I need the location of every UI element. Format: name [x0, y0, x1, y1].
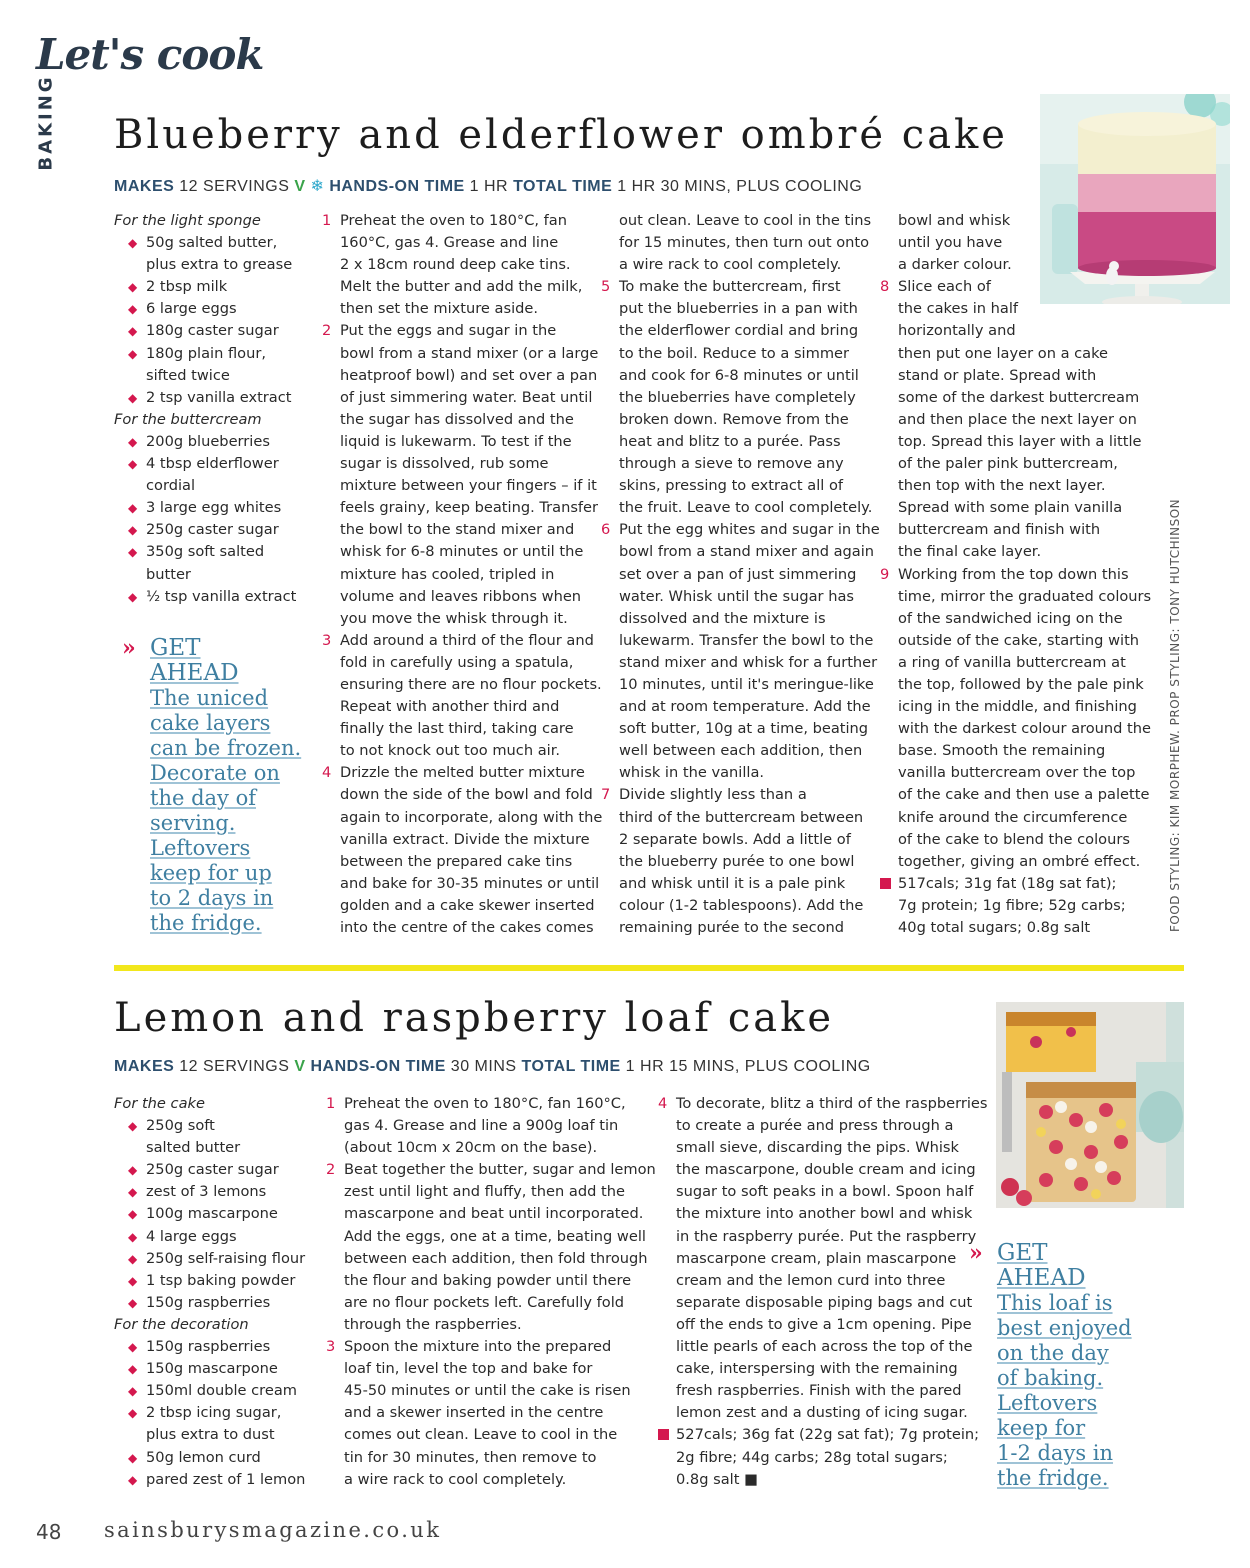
- method-line: 2g fibre; 44g carbs; 28g total sugars;: [676, 1448, 948, 1466]
- method-line: ensuring there are no flour pockets.: [340, 675, 602, 693]
- ingredient-item: ◆ 2 tsp vanilla extract: [114, 387, 304, 409]
- method-line: 7g protein; 1g fibre; 52g carbs;: [898, 896, 1126, 914]
- method-line: dissolved and the mixture is: [619, 609, 826, 627]
- section-label: BAKING: [35, 74, 57, 171]
- method-line: of the paler pink buttercream,: [898, 455, 1118, 473]
- method-line: 4 To decorate, blitz a third of the raspberries: [658, 1093, 968, 1115]
- method-line: until you have: [898, 234, 1003, 252]
- magazine-url[interactable]: sainsburysmagazine.co.uk: [104, 1518, 442, 1542]
- method-line: set over a pan of just simmering: [619, 565, 857, 583]
- get-ahead-text: of baking.: [997, 1366, 1104, 1390]
- method-line: 9 Working from the top down this: [880, 564, 1150, 586]
- method-line: horizontally and: [898, 322, 1016, 340]
- method-line: 2 x 18cm round deep cake tins.: [340, 256, 571, 274]
- method-line: of the cake and then use a palette: [898, 786, 1150, 804]
- method-line: Add the eggs, one at a time, beating well: [344, 1227, 646, 1245]
- method-line: (about 10cm x 20cm on the base).: [344, 1139, 598, 1157]
- method-line: water. Whisk until the sugar has: [619, 587, 854, 605]
- ingredients-subheading: For the light sponge: [114, 212, 261, 229]
- method-line: 1 Preheat the oven to 180°C, fan: [322, 210, 592, 232]
- method-line: you move the whisk through it.: [340, 609, 568, 627]
- method-line: the flour and baking powder until there: [344, 1271, 632, 1289]
- recipe1-get-ahead: » GET AHEAD The uniced cake layers can be frozen. Decorate on the day of serving. Leftovers keep for up to 2 days in the fridge.: [122, 635, 302, 935]
- recipe1-method-col2: [601, 210, 880, 939]
- method-line: the blueberries have completely: [619, 388, 856, 406]
- step-number: 7: [601, 786, 611, 804]
- freezable-icon: ❄: [310, 178, 325, 195]
- method-line: 2 Put the eggs and sugar in the: [322, 320, 592, 342]
- method-line: off the ends to give a 1cm opening. Pipe: [676, 1315, 972, 1333]
- method-line: of the cake to blend the colours: [898, 830, 1130, 848]
- ingredient-item: ◆ 250g soft salted butter: [114, 1115, 314, 1159]
- ingredient-item: ◆ 250g caster sugar: [114, 519, 304, 541]
- method-line: then put one layer on a cake: [898, 344, 1109, 362]
- ingredient-item: ◆ 2 tbsp icing sugar, plus extra to dust: [114, 1402, 314, 1446]
- method-line: then top with the next layer.: [898, 477, 1106, 495]
- method-line: vanilla extract. Divide the mixture: [340, 830, 590, 848]
- method-line: gas 4. Grease and line a 900g loaf tin: [344, 1117, 619, 1135]
- step-number: 3: [326, 1338, 336, 1356]
- step-number: 5: [601, 278, 611, 296]
- ingredient-item: ◆ 4 large eggs: [114, 1226, 314, 1248]
- get-ahead-text: the day of: [150, 786, 256, 810]
- ingredient-item: ◆ ½ tsp vanilla extract: [114, 586, 304, 608]
- ingredient-item: ◆ 6 large eggs: [114, 298, 304, 320]
- get-ahead-text: the fridge.: [150, 911, 262, 935]
- get-ahead-text: keep for: [997, 1416, 1086, 1440]
- method-line: and then place the next layer on: [898, 410, 1137, 428]
- get-ahead-text: to 2 days in: [150, 886, 274, 910]
- method-line: with the darkest colour around the: [898, 720, 1151, 738]
- step-number: 1: [326, 1095, 336, 1112]
- ingredient-item: ◆ 150ml double cream: [114, 1380, 314, 1402]
- ingredient-item: ◆ 350g soft salted butter: [114, 541, 304, 585]
- method-line: whisk for 6-8 minutes or until the: [340, 543, 584, 561]
- method-line: separate disposable piping bags and cut: [676, 1293, 973, 1311]
- vegetarian-icon: V: [294, 1058, 306, 1075]
- method-line: between the prepared cake tins: [340, 852, 573, 870]
- ingredient-item: ◆ zest of 3 lemons: [114, 1181, 314, 1203]
- method-line: 8 Slice each of: [880, 276, 1150, 298]
- step-number: 2: [326, 1161, 336, 1179]
- method-line: third of the buttercream between: [619, 808, 864, 826]
- get-ahead-text: Decorate on: [150, 761, 280, 785]
- ombre-cake-photo: [1040, 94, 1230, 304]
- get-ahead-text: serving.: [150, 811, 236, 835]
- method-line: lemon zest and a dusting of icing sugar.: [676, 1404, 968, 1422]
- method-line: mascarpone cream, plain mascarpone: [676, 1249, 957, 1267]
- get-ahead-text: can be frozen.: [150, 736, 302, 760]
- get-ahead-text: The uniced: [150, 686, 269, 710]
- ingredient-item: ◆ 50g lemon curd: [114, 1447, 314, 1469]
- ingredient-item: ◆ 50g salted butter, plus extra to grease: [114, 232, 304, 276]
- step-number: 3: [322, 631, 332, 649]
- ingredients-subheading: For the buttercream: [114, 410, 262, 428]
- nutrition-square-icon: [880, 878, 891, 889]
- method-line: of the sandwiched icing on the: [898, 609, 1123, 627]
- method-line: 45-50 minutes or until the cake is risen: [344, 1382, 631, 1400]
- method-line: and at room temperature. Add the: [619, 698, 871, 716]
- method-line: a darker colour.: [898, 256, 1012, 274]
- method-line: a wire rack to cool completely.: [344, 1470, 567, 1488]
- method-line: loaf tin, level the top and bake for: [344, 1360, 593, 1378]
- ingredient-item: ◆ 100g mascarpone: [114, 1203, 314, 1225]
- method-line: well between each addition, then: [619, 742, 863, 760]
- method-line: 0.8g salt ■: [676, 1470, 758, 1488]
- method-line: colour (1-2 tablespoons). Add the: [619, 896, 864, 914]
- method-line: 160°C, gas 4. Grease and line: [340, 234, 559, 252]
- method-line: Spread with some plain vanilla: [898, 499, 1123, 517]
- loaf-cake-photo: [996, 1002, 1184, 1208]
- ingredient-item: ◆ 150g raspberries: [114, 1292, 314, 1314]
- method-line: heat and blitz to a purée. Pass: [619, 432, 841, 450]
- method-line: liquid is lukewarm. To test if the: [340, 432, 572, 450]
- method-line: heatproof bowl) and set over a pan: [340, 366, 598, 384]
- method-line: fold in carefully using a spatula,: [340, 653, 574, 671]
- get-ahead-text: cake layers: [150, 711, 271, 735]
- chevron-icon: »: [969, 1240, 979, 1266]
- method-line: put the blueberries in a pan with: [619, 300, 858, 318]
- method-line: together, giving an ombré effect.: [898, 852, 1141, 870]
- method-line: 40g total sugars; 0.8g salt: [898, 919, 1091, 936]
- method-line: Melt the butter and add the milk,: [340, 278, 583, 296]
- method-line: icing in the middle, and finishing: [898, 698, 1137, 716]
- method-line: mascarpone and beat until incorporated.: [344, 1205, 644, 1223]
- method-line: the cakes in half: [898, 300, 1019, 318]
- method-line: the mixture into another bowl and whisk: [676, 1205, 973, 1223]
- method-line: the final cake layer.: [898, 543, 1042, 561]
- method-line: time, mirror the graduated colours: [898, 587, 1152, 605]
- method-line: the top, followed by the pale pink: [898, 675, 1144, 693]
- method-line: and bake for 30-35 minutes or until: [340, 874, 600, 892]
- method-line: sugar is dissolved, rub some: [340, 455, 549, 473]
- method-line: 3 Add around a third of the flour and: [322, 630, 592, 652]
- ingredient-item: ◆ pared zest of 1 lemon: [114, 1469, 314, 1491]
- method-line: base. Smooth the remaining: [898, 742, 1106, 760]
- method-line: 6 Put the egg whites and sugar in the: [601, 519, 871, 541]
- method-line: 7 Divide slightly less than a: [601, 784, 871, 806]
- recipe1-meta: MAKES 12 SERVINGS V ❄ HANDS-ON TIME 1 HR TOTAL TIME 1 HR 30 MINS, PLUS COOLING: [114, 178, 863, 195]
- method-line: little pearls of each across the top of the: [676, 1338, 973, 1356]
- method-line: top. Spread this layer with a little: [898, 432, 1142, 450]
- recipe2-meta: MAKES 12 SERVINGS V HANDS-ON TIME 30 MINS TOTAL TIME 1 HR 15 MINS, PLUS COOLING: [114, 1058, 871, 1075]
- method-line: the bowl to the stand mixer and: [340, 521, 575, 539]
- method-line: the sugar has dissolved and the: [340, 410, 574, 428]
- nutrition-line: 527cals; 36g fat (22g sat fat); 7g protein;: [658, 1424, 968, 1446]
- ingredient-item: ◆ 200g blueberries: [114, 431, 304, 453]
- method-line: zest until light and fluffy, then add the: [344, 1183, 625, 1201]
- method-line: soft butter, 10g at a time, beating: [619, 720, 869, 738]
- recipe1-title: Blueberry and elderflower ombré cake: [114, 112, 1008, 158]
- method-line: and whisk until it is a pale pink: [619, 874, 846, 892]
- method-line: cream and the lemon curd into three: [676, 1271, 946, 1289]
- method-line: to the boil. Reduce to a simmer: [619, 344, 850, 362]
- method-line: finally the last third, taking care: [340, 720, 574, 738]
- method-line: to create a purée and press through a: [676, 1117, 954, 1135]
- ingredient-item: ◆ 250g self-raising flour: [114, 1248, 314, 1270]
- method-line: for 15 minutes, then turn out onto: [619, 234, 870, 252]
- method-line: and cook for 6-8 minutes or until: [619, 366, 859, 384]
- get-ahead-text: Leftovers: [997, 1391, 1098, 1415]
- method-line: a wire rack to cool completely.: [619, 256, 842, 274]
- method-line: 3 Spoon the mixture into the prepared: [326, 1336, 636, 1358]
- method-line: broken down. Remove from the: [619, 410, 849, 428]
- method-line: 4 Drizzle the melted butter mixture: [322, 762, 592, 784]
- section-divider: [114, 965, 1184, 971]
- recipe2-method-col2: [658, 1093, 988, 1491]
- nutrition-square-icon: [658, 1429, 669, 1440]
- method-line: comes out clean. Leave to cool in the: [344, 1426, 618, 1444]
- method-line: bowl from a stand mixer (or a large: [340, 344, 599, 362]
- get-ahead-text: This loaf is: [997, 1291, 1113, 1315]
- method-line: again to incorporate, along with the: [340, 808, 603, 826]
- method-line: outside of the cake, starting with: [898, 631, 1140, 649]
- recipe1-method-col1: [322, 210, 603, 939]
- method-line: stand mixer and whisk for a further: [619, 653, 878, 671]
- photo-credit: FOOD STYLING: KIM MORPHEW. PROP STYLING: TONY HUTCHINSON: [1168, 498, 1182, 932]
- ingredient-item: ◆ 250g caster sugar: [114, 1159, 314, 1181]
- method-line: through the raspberries.: [344, 1315, 522, 1333]
- method-line: the mascarpone, double cream and icing: [676, 1161, 976, 1179]
- method-line: fresh raspberries. Finish with the pared: [676, 1382, 962, 1400]
- ingredient-item: ◆ 2 tbsp milk: [114, 276, 304, 298]
- method-line: bowl and whisk: [898, 212, 1011, 229]
- method-line: in the raspberry purée. Put the raspberry: [676, 1227, 977, 1245]
- method-line: and a skewer inserted in the centre: [344, 1404, 604, 1422]
- method-line: 1 Preheat the oven to 180°C, fan 160°C,: [326, 1093, 636, 1115]
- method-line: down the side of the bowl and fold: [340, 786, 593, 804]
- step-number: 4: [658, 1095, 668, 1112]
- brand-title: Let's cook: [36, 30, 264, 79]
- method-line: to not knock out too much air.: [340, 742, 561, 760]
- ingredient-item: ◆ 180g plain flour, sifted twice: [114, 343, 304, 387]
- method-line: through a sieve to remove any: [619, 455, 844, 473]
- method-line: 10 minutes, until it's meringue-like: [619, 675, 874, 693]
- step-number: 4: [322, 764, 332, 782]
- method-line: mixture between your fingers – if it: [340, 477, 597, 495]
- method-line: lukewarm. Transfer the bowl to the: [619, 631, 874, 649]
- method-line: then set the mixture aside.: [340, 300, 539, 318]
- method-line: remaining purée to the second: [619, 919, 845, 936]
- method-line: small sieve, discarding the pips. Whisk: [676, 1139, 959, 1157]
- method-line: sugar to soft peaks in a bowl. Spoon half: [676, 1183, 974, 1201]
- method-line: buttercream and finish with: [898, 521, 1101, 539]
- get-ahead-text: the fridge.: [997, 1466, 1109, 1490]
- step-number: 8: [880, 278, 890, 296]
- method-line: golden and a cake skewer inserted: [340, 896, 595, 914]
- ingredient-item: ◆ 180g caster sugar: [114, 320, 304, 342]
- method-line: some of the darkest buttercream: [898, 388, 1140, 406]
- method-line: the blueberry purée to one bowl: [619, 852, 855, 870]
- recipe1-method-col3: [880, 210, 1150, 939]
- step-number: 9: [880, 565, 890, 583]
- recipe2-get-ahead: » GET AHEAD This loaf is best enjoyed on the day of baking. Leftovers keep for 1-2 days in the fridge.: [997, 1241, 1167, 1491]
- page-number: 48: [36, 1520, 62, 1544]
- method-line: 2 separate bowls. Add a little of: [619, 830, 851, 848]
- recipe1-ingredients: [114, 210, 304, 608]
- method-line: whisk in the vanilla.: [619, 764, 765, 782]
- method-line: are no flour pockets left. Carefully fold: [344, 1293, 625, 1311]
- ingredients-subheading: For the cake: [114, 1095, 205, 1112]
- method-line: between each addition, then fold through: [344, 1249, 648, 1267]
- method-line: bowl from a stand mixer and again: [619, 543, 875, 561]
- step-number: 2: [322, 322, 332, 340]
- method-line: knife around the circumference: [898, 808, 1128, 826]
- method-line: 2 Beat together the butter, sugar and lemon: [326, 1159, 636, 1181]
- method-line: the elderflower cordial and bring: [619, 322, 859, 340]
- ingredient-item: ◆ 1 tsp baking powder: [114, 1270, 314, 1292]
- method-line: 5 To make the buttercream, first: [601, 276, 871, 298]
- recipe2-ingredients: [114, 1093, 314, 1491]
- method-line: vanilla buttercream over the top: [898, 764, 1136, 782]
- get-ahead-text: best enjoyed: [997, 1316, 1132, 1340]
- get-ahead-text: 1-2 days in: [997, 1441, 1114, 1465]
- method-line: out clean. Leave to cool in the tins: [619, 212, 872, 229]
- method-line: Repeat with another third and: [340, 698, 560, 716]
- method-line: feels grainy, keep beating. Transfer: [340, 499, 599, 517]
- method-line: stand or plate. Spread with: [898, 366, 1097, 384]
- method-line: a ring of vanilla buttercream at: [898, 653, 1126, 671]
- nutrition-line: 517cals; 31g fat (18g sat fat);: [880, 873, 1150, 895]
- ingredient-item: ◆ 4 tbsp elderflower cordial: [114, 453, 304, 497]
- vegetarian-icon: V: [294, 178, 306, 195]
- chevron-icon: »: [122, 635, 132, 661]
- ingredients-subheading: For the decoration: [114, 1315, 249, 1333]
- ingredient-item: ◆ 150g raspberries: [114, 1336, 314, 1358]
- method-line: cake, interspersing with the remaining: [676, 1360, 958, 1378]
- method-line: tin for 30 minutes, then remove to: [344, 1448, 597, 1466]
- get-ahead-text: on the day: [997, 1341, 1109, 1365]
- step-number: 6: [601, 521, 611, 539]
- method-line: into the centre of the cakes comes: [340, 919, 594, 936]
- ingredient-item: ◆ 3 large egg whites: [114, 497, 304, 519]
- method-line: of just simmering water. Beat until: [340, 388, 593, 406]
- get-ahead-text: keep for up: [150, 861, 272, 885]
- method-line: volume and leaves ribbons when: [340, 587, 582, 605]
- ingredient-item: ◆ 150g mascarpone: [114, 1358, 314, 1380]
- method-line: mixture has cooled, tripled in: [340, 565, 555, 583]
- recipe2-title: Lemon and raspberry loaf cake: [114, 995, 834, 1041]
- method-line: the fruit. Leave to cool completely.: [619, 499, 873, 517]
- method-line: skins, pressing to extract all of: [619, 477, 844, 495]
- get-ahead-text: Leftovers: [150, 836, 251, 860]
- step-number: 1: [322, 212, 332, 229]
- recipe2-method-col1: [326, 1093, 656, 1491]
